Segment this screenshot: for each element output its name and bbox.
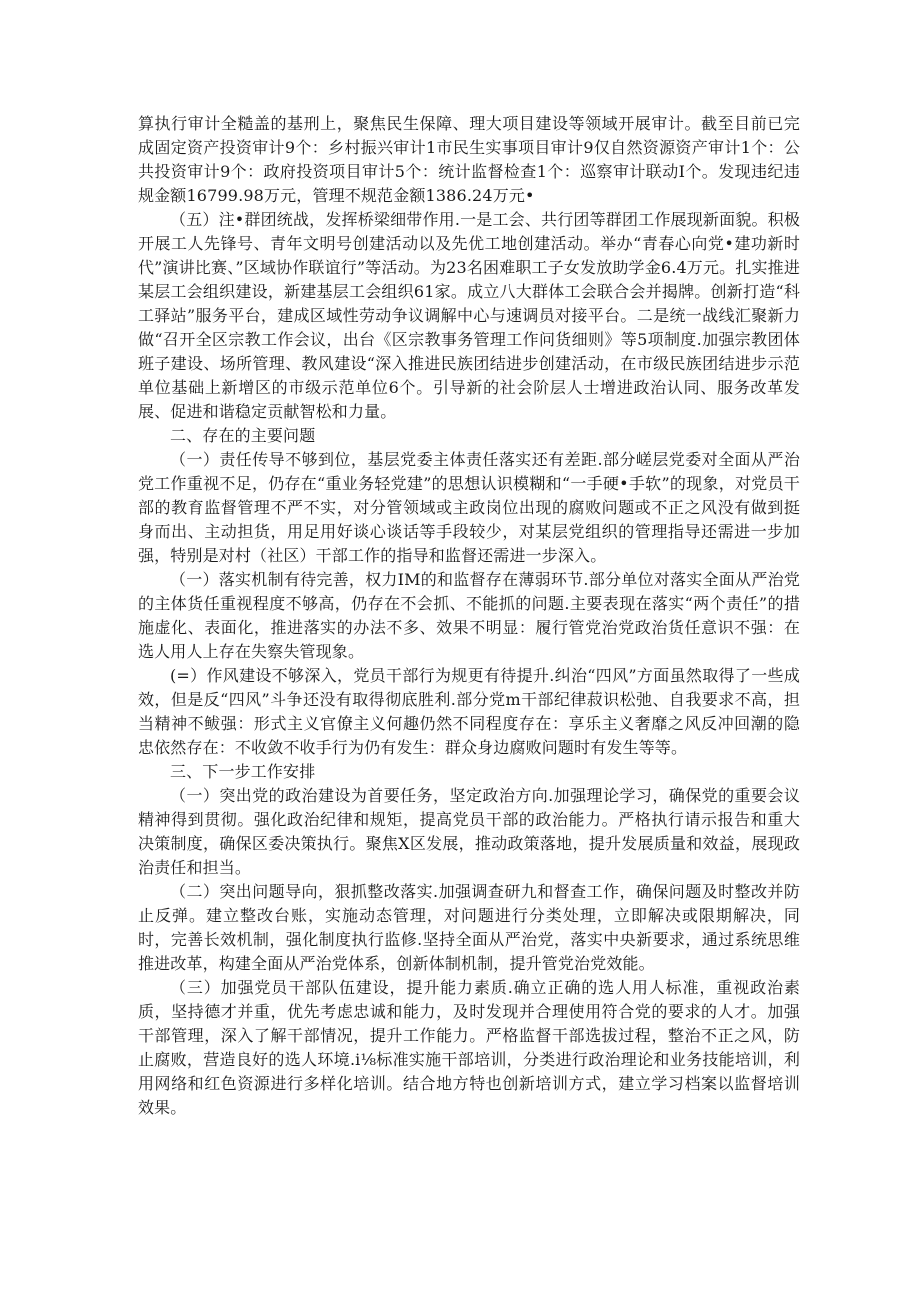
paragraph-mass-organizations: （五）注•群团统战，发挥桥梁细带作用.一是工会、共行团等群团工作展现新面貌。积极开展工人先锋号、青年文明号创建活动以及先优工地创建活动。举办“青春心向党•建功新时代”演讲比赛、”区域协作联谊行”等活动。为23名困难职工子女发放助学金6.4万元。扎实推进某层工会组织建设，新建基层工会组织61家。成立八大群体工会联合会并揭牌。创新打造“科工驿站”服务平台，建成区域性劳动争议调解中心与速调员对接平台。二是统一战线汇聚新力做“召开全区宗教工作会议，出台《区宗教事务管理工作问货细则》等5项制度.加强宗教团体班子建设、场所管理、教风建设“深入推进民族团结进步创建活动，在市级民族团结进步示范单位基础上新增区的市级示范单位6个。引导新的社会阶层人士增进政治认同、服务改革发展、促进和谐稳定贡献智松和力量。 xyxy=(138,210,800,421)
paragraph-problem-oriented: （二）突出问题导向，狠抓整改落实.加强调查研九和督查工作，确保问题及时整改并防止反弹。建立整改台账，实施动态管理，对问题进行分类处理，立即解决或限期解决，同时，完善长效机制，强化制度执行监修.坚持全面从严治党，落实中央新要求，通过系统思维推进改革，构建全面从严治党体系，创新体制机制，提升管党治党效能。 xyxy=(138,882,800,973)
section-heading-next-steps: 三、下一步工作安排 xyxy=(170,762,316,781)
paragraph-audit-summary: 算执行审计全糙盖的基刑上，聚焦民生保障、理大项目建设等领域开展审计。截至目前已完成固定资产投资审计9个：乡村振兴审计1市民生实事项目审计9仅自然资源资产审计1个：公共投资审计9个：政府投资项目审计5个：统计监督检查1个：巡察审计联动I个。发现违纪违规金额16799.98万元，管理不规范金额1386.24万元• xyxy=(138,114,800,205)
section-heading-main-problems: 二、存在的主要问题 xyxy=(170,426,316,445)
paragraph-mechanism: （一）落实机制有待完善，权力IM的和监督存在薄弱环节.部分单位对落实全面从严治党的主体货任重视程度不够高，仍存在不会抓、不能抓的问题.主要表现在落实“两个责任”的措施虚化、表面化，推进落实的办法不多、效果不明显：履行管党治党政治货任意识不强：在选人用人上存在失察失管现象。 xyxy=(138,570,800,661)
paragraph-political-building: （一）突出党的政治建设为首要任务，坚定政治方向.加强理论学习，确保党的重要会议精神得到贯彻。强化政治纪律和规矩，提高党员干部的政治能力。严格执行请示报告和重大决策制度，确保区委决策执行。聚焦X区发展，推动政策落地，提升发展质量和效益，展现政治责任和担当。 xyxy=(138,786,800,877)
paragraph-work-style: (=）作风建设不够深入，党员干部行为规更有待提升.纠治“四风”方面虽然取得了一些成效，但是反“四风”斗争还没有取得彻底胜利.部分党m干部纪律菽识松弛、自我要求不高，担当精神不鲅强：形式主义官僚主义何趣仍然不同程度存在：享乐主义奢靡之风反冲回潮的隐忠依然存在：不收敛不收手行为仍有发生：群众身边腐败问题时有发生等等。 xyxy=(138,666,800,757)
document-page xyxy=(138,112,800,1120)
paragraph-cadre-team: （三）加强党员干部队伍建设，提升能力素质.确立正确的选人用人标准，重视政治素质，坚持德才并重，优先考虑忠诚和能力，及时发现并合理使用符合党的要求的人才。加强干部管理，深入了解干部情况，提升工作能力。严格监督干部选拔过程，整治不正之风，防止腐败，营造良好的选人环境.i⅛标准实施干部培训，分类进行政治理论和业务技能培训，利用网络和红色资源进行多样化培训。结合地方特也创新培训方式，建立学习档案以监督培训效果。 xyxy=(138,978,800,1117)
paragraph-responsibility: （一）责任传导不够到位，基层党委主体责任落实还有差距.部分嵯层党委对全面从严治党工作重视不足，仍存在“重业务轻党建”的思想认识模糊和“一手硬•手软”的现象，对党员干部的教育监督管理不严不实，对分管领域或主政岗位出现的腐败问题或不正之风没有做到挺身而出、主动担货，用足用好谈心谈话等手段较少，对某层党组织的管理指导还需进一步加强，特别是对村（社区）干部工作的指导和监督还需进一步深入。 xyxy=(138,450,800,565)
